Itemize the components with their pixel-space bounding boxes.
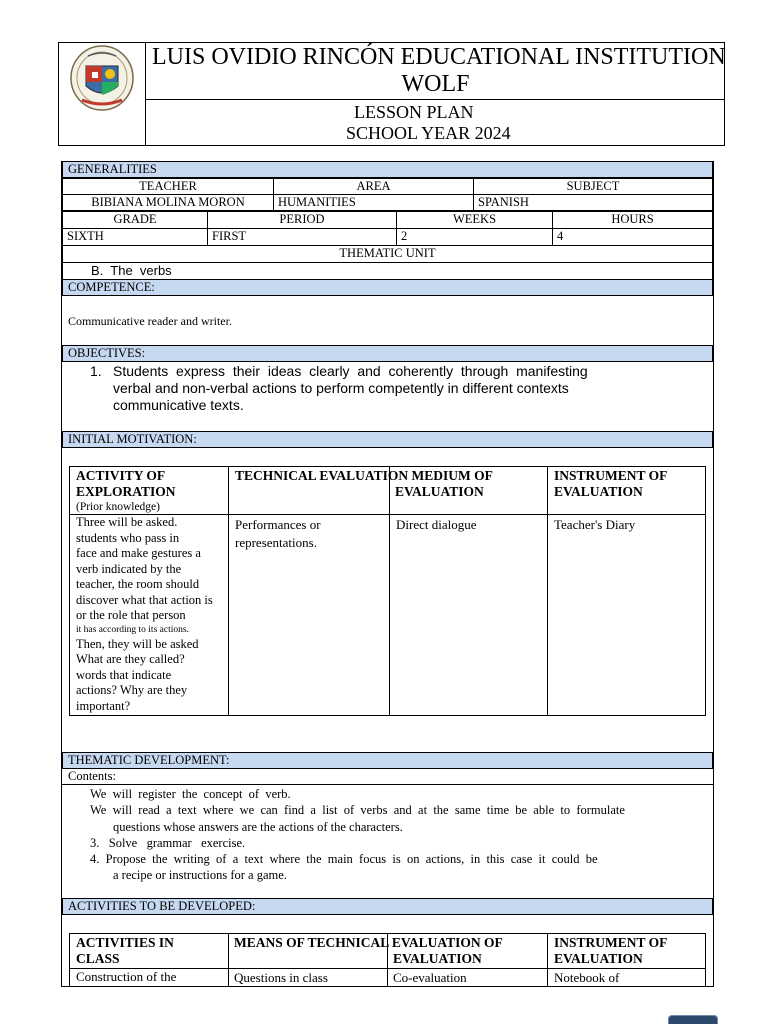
hours-label: HOURS xyxy=(552,211,713,229)
hours-value: 4 xyxy=(552,228,713,246)
teacher-value: BIBIANA MOLINA MORON xyxy=(62,194,274,211)
activities-col3-header: EVALUATION xyxy=(393,951,482,966)
school-year: SCHOOL YEAR 2024 xyxy=(346,123,511,143)
content-item-2-line1: We will read a text where we can find a list of verbs and at the same time be able to formulate xyxy=(90,803,625,818)
col1-header-line2: EXPLORATION xyxy=(76,484,176,499)
motivation-activity-text xyxy=(76,515,228,714)
objective-line1: Students express their ideas clearly and coherently through manifesting xyxy=(113,363,588,379)
activities-col4-line2: EVALUATION xyxy=(554,951,643,966)
motivation-col3-header: EVALUATION xyxy=(395,484,484,499)
activities-col2-header: MEANS OF TECHNICAL EVALUATION OF xyxy=(234,935,503,950)
content-item-4-line2: a recipe or instructions for a game. xyxy=(113,868,287,883)
activity-line: or the role that person xyxy=(76,608,186,622)
subject-value: SPANISH xyxy=(473,194,713,211)
motivation-col1-header xyxy=(76,468,176,514)
col4-header-line2: EVALUATION xyxy=(554,484,643,499)
section-generalities: GENERALITIES xyxy=(62,161,713,178)
weeks-value: 2 xyxy=(396,228,553,246)
technical-line1: Performances or xyxy=(235,517,321,532)
thematic-unit-value: B. The verbs xyxy=(62,262,713,280)
objective-item-1 xyxy=(90,363,635,414)
motivation-col-divider-2 xyxy=(389,466,390,716)
teacher-label: TEACHER xyxy=(62,178,274,195)
activities-col1-line1: ACTIVITIES IN xyxy=(76,935,174,950)
activities-col4-line1: INSTRUMENT OF xyxy=(554,935,668,950)
section-competence: COMPETENCE: xyxy=(62,279,713,296)
motivation-technical-text xyxy=(235,516,321,552)
activity-line: verb indicated by the xyxy=(76,561,182,576)
technical-line2: representations. xyxy=(235,535,317,550)
activity-line: discover what that action is xyxy=(76,592,213,607)
activity-line: actions? Why are they xyxy=(76,683,188,697)
activities-row1-col3: Co-evaluation xyxy=(393,970,467,985)
activities-row1-col2: Questions in class xyxy=(234,970,328,985)
activity-small-line: it has according to its actions. xyxy=(76,624,189,635)
motivation-instrument-text: Teacher's Diary xyxy=(554,517,636,532)
institution-name-line1: LUIS OVIDIO RINCÓN EDUCATIONAL INSTITUTION xyxy=(152,44,726,70)
col1-header-line1: ACTIVITY OF xyxy=(76,468,166,483)
activities-row1-col1: Construction of the xyxy=(76,969,177,984)
activity-line: face and make gestures a xyxy=(76,546,201,560)
subject-label: SUBJECT xyxy=(473,178,713,195)
col1-header-sub: (Prior knowledge) xyxy=(76,501,160,513)
institution-name xyxy=(146,44,750,98)
col4-header-line1: INSTRUMENT OF xyxy=(554,468,668,483)
motivation-col4-header xyxy=(554,468,667,500)
motivation-col2-header: TECHNICAL EVALUATION MEDIUM OF xyxy=(235,468,493,483)
school-seal-logo xyxy=(68,44,136,112)
activity-line: important? xyxy=(76,698,131,713)
activities-col4-header xyxy=(554,935,667,967)
content-item-2-line2: questions whose answers are the actions of the characters. xyxy=(113,819,403,834)
content-item-3: 3. Solve grammar exercise. xyxy=(90,835,246,850)
motivation-medium-text: Direct dialogue xyxy=(396,517,477,532)
activity-line: students who pass in xyxy=(76,530,180,545)
objective-line3: communicative texts. xyxy=(113,397,244,413)
objective-line2: verbal and non-verbal actions to perform competently in different contexts xyxy=(113,380,569,396)
activity-line: Then, they will be asked xyxy=(76,636,199,651)
section-objectives: OBJECTIVES: xyxy=(62,345,713,362)
activities-row1-col4: Notebook of xyxy=(554,970,620,985)
period-value: FIRST xyxy=(207,228,397,246)
contents-label: Contents: xyxy=(68,769,116,783)
institution-name-line2: WOLF xyxy=(401,71,470,97)
thematic-unit-label: THEMATIC UNIT xyxy=(62,245,713,263)
competence-text: Communicative reader and writer. xyxy=(68,314,232,328)
grade-label: GRADE xyxy=(62,211,208,229)
activity-line: Three will be asked. xyxy=(76,515,178,529)
doc-title: LESSON PLAN xyxy=(354,102,474,122)
content-item-4-line1: 4. Propose the writing of a text where the main focus is on actions, in this case it could be xyxy=(90,852,598,867)
activity-line: teacher, the room should xyxy=(76,577,200,591)
objective-number: 1. xyxy=(90,363,102,379)
motivation-col-divider-3 xyxy=(547,466,548,716)
activity-line: What are they called? xyxy=(76,652,185,666)
activity-line: words that indicate xyxy=(76,667,172,682)
weeks-label: WEEKS xyxy=(396,211,553,229)
period-label: PERIOD xyxy=(207,211,397,229)
section-thematic-development: THEMATIC DEVELOPMENT: xyxy=(62,752,713,769)
contents-label-rule xyxy=(62,784,713,785)
header-divider-horizontal xyxy=(145,99,725,100)
area-label: AREA xyxy=(273,178,474,195)
activities-col-divider-3 xyxy=(547,933,548,987)
content-item-1: We will register the concept of verb. xyxy=(90,787,291,801)
activities-col1-header xyxy=(76,935,174,967)
area-value: HUMANITIES xyxy=(273,194,474,211)
thematic-contents-list xyxy=(90,786,735,884)
motivation-col-divider-1 xyxy=(228,466,229,716)
section-initial-motivation: INITIAL MOTIVATION: xyxy=(62,431,713,448)
grade-value: SIXTH xyxy=(62,228,208,246)
corner-button[interactable] xyxy=(668,1015,718,1024)
activities-col-divider-1 xyxy=(228,933,229,987)
activities-col1-line2: CLASS xyxy=(76,951,120,966)
section-activities: ACTIVITIES TO BE DEVELOPED: xyxy=(62,898,713,915)
